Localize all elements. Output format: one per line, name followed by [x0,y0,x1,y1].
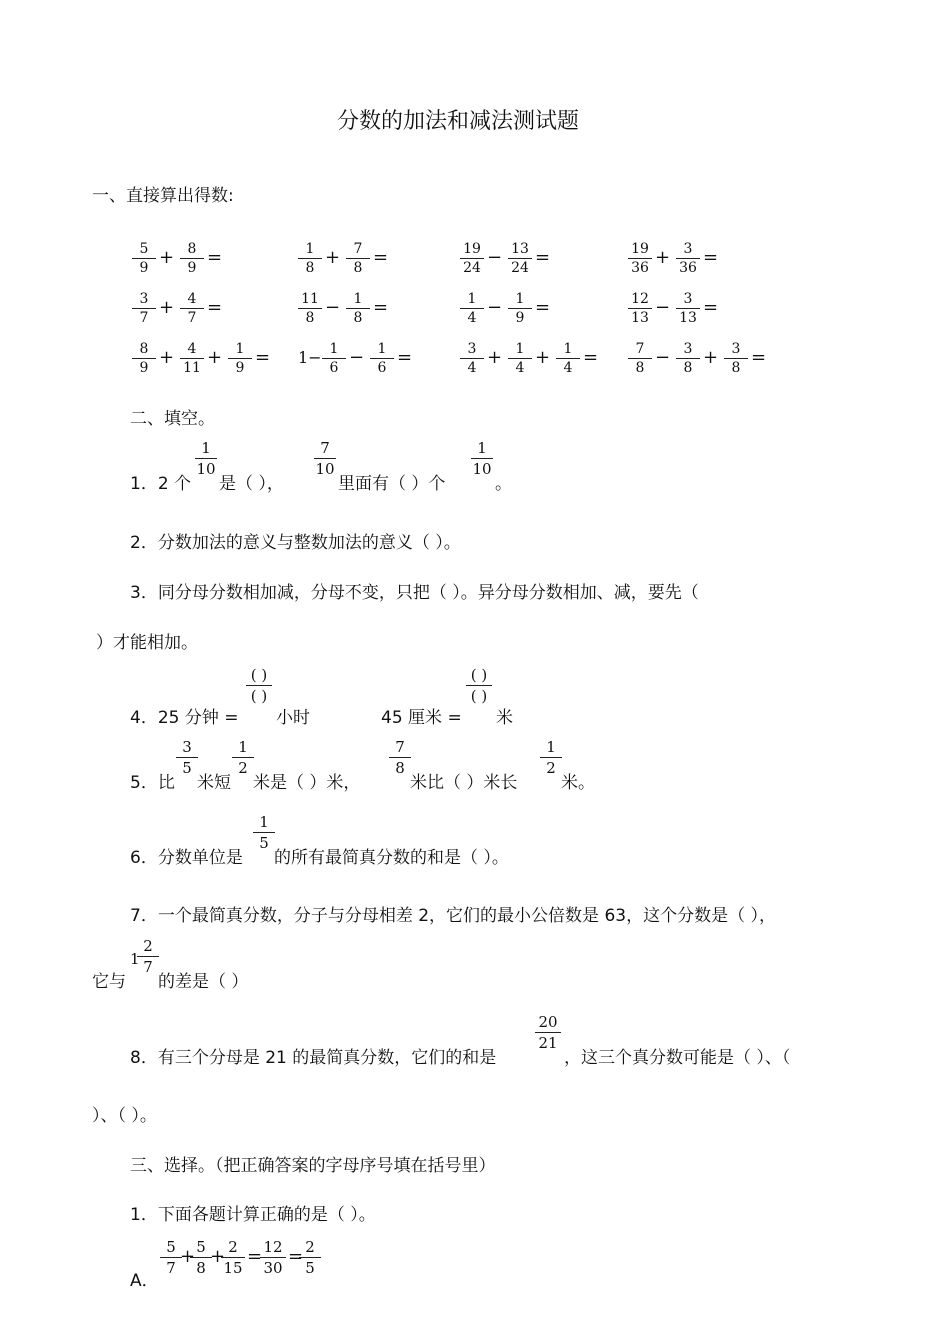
calc-fraction: 4 7 [180,291,204,326]
calc-fraction: 1 6 [322,341,346,376]
q5-text-e: 米。 [561,773,595,793]
q4-text-d: 米 [496,708,513,728]
q1-fraction-a: 1 10 [196,439,216,478]
calc-equals: = [397,347,413,368]
option-a-fraction-2: 5 8 [190,1238,212,1277]
calc-operator: − [487,247,503,268]
q4-blank-fraction-1: ( ) ( ) [246,666,272,705]
calc-equals: = [373,297,389,318]
calc-operator: + [159,347,175,368]
q1-fraction-c: 1 10 [472,439,492,478]
q7-text-line2-a: 它与 [92,972,126,992]
calc-fraction: 13 24 [508,241,532,276]
q5-text-a: 5．比 [130,773,175,793]
q4-text-a: 4．25 分钟 = [130,708,239,728]
calc-fraction: 19 36 [628,241,652,276]
calc-equals: = [535,247,551,268]
q7-text-line1: 7．一个最简真分数，分子与分母相差 2，它们的最小公倍数是 63，这个分数是（ ）， [130,906,776,926]
calc-lead: 1− [298,348,322,367]
calc-operator: + [655,247,671,268]
q5-fraction-3: 7 8 [389,738,411,777]
calc-fraction: 7 8 [628,341,652,376]
calc-operator: − [655,347,671,368]
option-a-fraction-4: 12 30 [260,1238,286,1277]
calc-fraction: 8 9 [132,341,156,376]
q7-mixed-fraction: 2 7 [137,937,159,976]
q5-fraction-1: 3 5 [176,738,198,777]
calc-fraction: 1 6 [370,341,394,376]
calc-fraction: 3 36 [676,241,700,276]
calc-fraction: 1 4 [556,341,580,376]
option-a-label: A． [130,1271,159,1291]
q2-text: 2．分数加法的意义与整数加法的意义（ ）。 [130,533,461,553]
q5-text-c: 米是（ ）米， [253,773,361,793]
calc-equals: = [583,347,599,368]
calc-fraction: 1 9 [508,291,532,326]
q6-fraction: 1 5 [253,813,275,852]
calc-operator: + [535,347,551,368]
q6-text-a: 6．分数单位是 [130,848,243,868]
q5-text-b: 米短 [197,773,231,793]
q3-text-line2: ）才能相加。 [96,633,198,653]
q7-text-line2-b: 的差是（ ） [158,972,249,992]
calc-fraction: 5 9 [132,241,156,276]
calc-operator: − [487,297,503,318]
calc-fraction: 3 4 [460,341,484,376]
q8-fraction: 20 21 [535,1013,561,1052]
calc-fraction: 1 8 [346,291,370,326]
calc-fraction: 3 8 [676,341,700,376]
option-a-fraction-1: 5 7 [160,1238,182,1277]
s3-q1-text: 1．下面各题计算正确的是（ ）。 [130,1205,376,1225]
option-a-fraction-5: 2 5 [299,1238,321,1277]
calc-fraction: 1 4 [460,291,484,326]
calc-operator: + [159,297,175,318]
q6-text-b: 的所有最简真分数的和是（ ）。 [274,848,509,868]
calc-operator: + [207,347,223,368]
page-title: 分数的加法和减法测试题 [337,109,580,134]
option-a-eq-2: = [288,1246,304,1267]
q8-text-a: 8．有三个分母是 21 的最简真分数，它们的和是 [130,1048,497,1068]
calc-fraction: 3 8 [724,341,748,376]
calc-fraction: 3 13 [676,291,700,326]
calc-equals: = [535,297,551,318]
calc-fraction: 1 9 [228,341,252,376]
calc-fraction: 12 13 [628,291,652,326]
q1-fraction-b: 7 10 [315,439,335,478]
calc-equals: = [703,247,719,268]
q1-text-3: 。 [495,474,512,494]
q7-mixed-whole: 1 [130,950,140,968]
calc-equals: = [207,297,223,318]
q1-text-2: 里面有（ ）个 [338,474,446,494]
calc-operator: + [703,347,719,368]
calc-operator: − [655,297,671,318]
calc-equals: = [751,347,767,368]
q5-fraction-2: 1 2 [232,738,254,777]
calc-equals: = [703,297,719,318]
calc-operator: − [349,347,365,368]
q8-text-line2: ）、（ ）。 [92,1106,157,1126]
option-a-fraction-3: 2 15 [221,1238,245,1277]
q5-fraction-4: 1 2 [540,738,562,777]
calc-fraction: 11 8 [298,291,322,326]
calc-fraction: 7 8 [346,241,370,276]
calc-fraction: 1 4 [508,341,532,376]
section2-heading: 二、填空。 [130,409,215,429]
calc-equals: = [207,247,223,268]
section1-heading: 一、直接算出得数: [92,186,234,206]
calc-fraction: 3 7 [132,291,156,326]
calc-operator: + [487,347,503,368]
calc-fraction: 19 24 [460,241,484,276]
calc-equals: = [255,347,271,368]
q5-text-d: 米比（ ）米长 [410,773,518,793]
calc-fraction: 8 9 [180,241,204,276]
option-a-op-1: + [180,1246,196,1267]
q8-text-b: ，这三个真分数可能是（ ）、（ [564,1048,791,1068]
q4-text-c: 45 厘米 = [381,708,462,728]
calc-operator: + [325,247,341,268]
q1-text-num: 1．2 个 [130,474,192,494]
q3-text-line1: 3．同分母分数相加减，分母不变，只把（ ）。异分母分数相加、减，要先（ [130,583,699,603]
q4-text-b: 小时 [276,708,310,728]
calc-fraction: 1 8 [298,241,322,276]
q4-blank-fraction-2: ( ) ( ) [466,666,492,705]
section3-heading: 三、选择。（把正确答案的字母序号填在括号里） [130,1156,496,1176]
calc-operator: − [325,297,341,318]
option-a-op-2: + [210,1246,226,1267]
calc-operator: + [159,247,175,268]
calc-fraction: 4 11 [180,341,204,376]
q1-text-1: 是（ ）， [219,474,284,494]
option-a-eq-1: = [247,1246,263,1267]
calc-equals: = [373,247,389,268]
